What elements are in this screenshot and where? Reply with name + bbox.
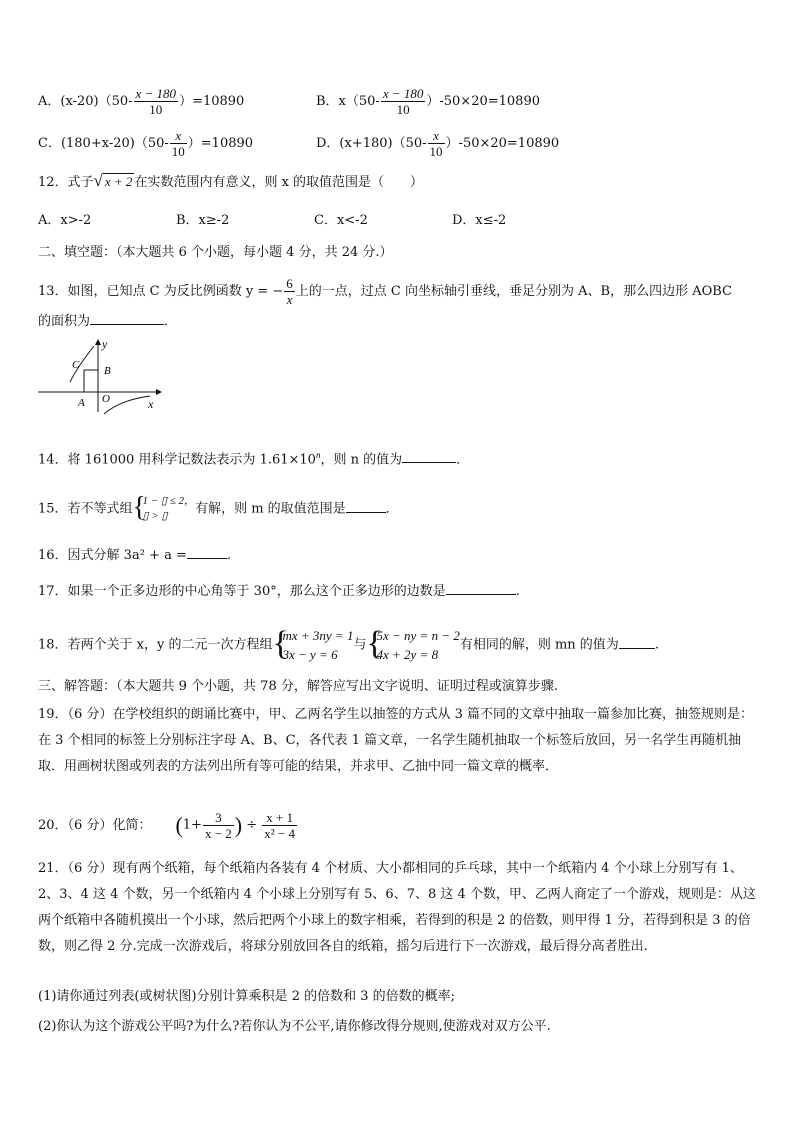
q11-option-d	[316, 128, 559, 159]
fraction: $\frac{x}{10}$	[429, 128, 443, 159]
option-text: A．(x-20)（50-	[38, 94, 133, 109]
answer-blank	[346, 500, 386, 513]
q13-line2: 的面积为 ．	[38, 314, 178, 329]
fraction: $\frac{3}{x - 2}$	[204, 810, 232, 841]
sqrt-expression: √ x + 2	[93, 171, 133, 190]
inequality-system: { 1 − ▯ ≤ 2， ▯ > ▯	[132, 492, 196, 523]
q18-stem: 18．若两个关于 x，y 的二元一次方程组 { mx + 3ny = 1 3x − y = 6 与 { 5x − ny = n − 2 4x + 2y = 8 有相同的解，则 mn 的值为 .	[38, 625, 659, 662]
q13-stem: 13．如图，已知点 C 为反比例函数 y = − $\frac{6}{x}$ 上的一点，过点 C 向坐标轴引垂线，垂足分别为 A、B，那么四边形 AOBC	[38, 276, 732, 307]
q12-stem: 12．式子√ x + 2 在实数范围内有意义，则 x 的取值范围是（ ）	[38, 171, 424, 190]
option-text: ）-50×20=10890	[445, 136, 560, 151]
answer-blank	[187, 546, 227, 559]
answer-blank	[446, 582, 516, 595]
q19-body: 19．（6 分）在学校组织的朗诵比赛中，甲、乙两名学生以抽签的方式从 3 篇不同的文章中抽取一篇参加比赛，抽签规则是：在 3 个相同的标签上分别标注字母 A、B、C，各代表 1 篇文章，一名学生随机抽取一个标签后放回，另一名学生再随机抽取．用画树状图或列表的方法列出所有等可能的结果，并求甲、乙抽中同一篇文章的概率．	[38, 707, 753, 774]
option-text: ）=10890	[179, 94, 245, 109]
q11-option-b	[316, 86, 540, 117]
label-o: O	[102, 393, 110, 405]
hyperbola-branch-right	[104, 396, 150, 414]
option-text: ）-50×20=10890	[426, 94, 540, 109]
y-axis-arrow	[95, 339, 101, 345]
label-c: C	[72, 359, 80, 371]
label-b: B	[104, 365, 111, 377]
label-a: A	[78, 397, 85, 409]
answer-blank	[402, 450, 456, 463]
q12-option-a: A．x>-2	[38, 213, 92, 228]
fraction: $\frac{x}{10}$	[171, 128, 185, 159]
q15-stem: 15．若不等式组 { 1 − ▯ ≤ 2， ▯ > ▯ 有解，则 m 的取值范围是 ．	[38, 492, 399, 523]
hyperbola-graph	[34, 338, 164, 418]
answer-blank	[619, 636, 655, 649]
equation-system-1: { mx + 3ny = 1 3x − y = 6	[272, 625, 354, 662]
equation-system-2: { 5x − ny = n − 2 4x + 2y = 8	[366, 625, 460, 662]
q21-sub1: (1)请你通过列表(或树状图)分别计算乘积是 2 的倍数和 3 的倍数的概率;	[38, 989, 456, 1004]
fraction: $\frac{6}{x}$	[286, 276, 293, 307]
option-text: ）=10890	[187, 136, 254, 151]
fraction: $\frac{x - 180}{10}$	[382, 86, 424, 117]
option-text: C．(180+x-20)（50-	[38, 136, 169, 151]
q11-option-a	[38, 86, 244, 117]
q12-option-c: C．x<-2	[314, 213, 368, 228]
answer-blank	[90, 312, 164, 325]
fraction: $\frac{x + 1}{\text{x² − 4}}$	[264, 810, 296, 841]
label-x: x	[148, 397, 154, 411]
q17-stem: 17．如果一个正多边形的中心角等于 30°，那么这个正多边形的边数是 .	[38, 584, 520, 599]
option-text: D．(x+180)（50-	[316, 136, 427, 151]
label-y: y	[102, 338, 108, 351]
q12-option-d: D．x≤-2	[452, 213, 507, 228]
section-heading: 三、解答题：（本大题共 9 个小题，共 78 分，解答应写出文字说明、证明过程或演算步骤.	[38, 679, 558, 694]
q12-option-b: B．x≥-2	[176, 213, 230, 228]
q14-stem: 14．将 161000 用科学记数法表示为 $1.61\times 10^n$，则 n 的值为 ．	[38, 450, 470, 468]
option-text: B．x（50-	[316, 94, 380, 109]
q20-stem: 20．（6 分）化简： (1+ $\frac{3}{x - 2}$ ) ÷ $\frac{x + 1}{\text{x² − 4}}$	[38, 810, 296, 841]
q11-option-c	[38, 128, 253, 159]
q21-body: 21．（6 分）现有两个纸箱，每个纸箱内各装有 4 个材质、大小都相同的乒乓球，其中一个纸箱内 4 个小球上分别写有 1、2、3、4 这 4 个数，另一个纸箱内 4 个小球上分别写有 5、6、7、8 这 4 个数，甲、乙两人商定了一个游戏，规则是：从这两个纸箱中各随机摸出一个小球，然后把两个小球上的数字相乘，若得到的积是 2 的倍数，则甲得 1 分，若得到积是 3 的倍数，则乙得 2 分.完成一次游戏后，将球分别放回各自的纸箱，摇匀后进行下一次游戏，最后得分高者胜出.	[38, 861, 756, 954]
fraction: $\frac{x - 180}{10}$	[135, 86, 177, 117]
q16-stem: 16．因式分解 3a² + a = .	[38, 548, 231, 563]
q21-sub2: (2)你认为这个游戏公平吗?为什么?若你认为不公平,请你修改得分规则,使游戏对双方公平.	[38, 1019, 551, 1034]
section-heading: 二、填空题：（本大题共 6 个小题，每小题 4 分，共 24 分.）	[38, 245, 393, 260]
x-axis-arrow	[156, 389, 162, 395]
